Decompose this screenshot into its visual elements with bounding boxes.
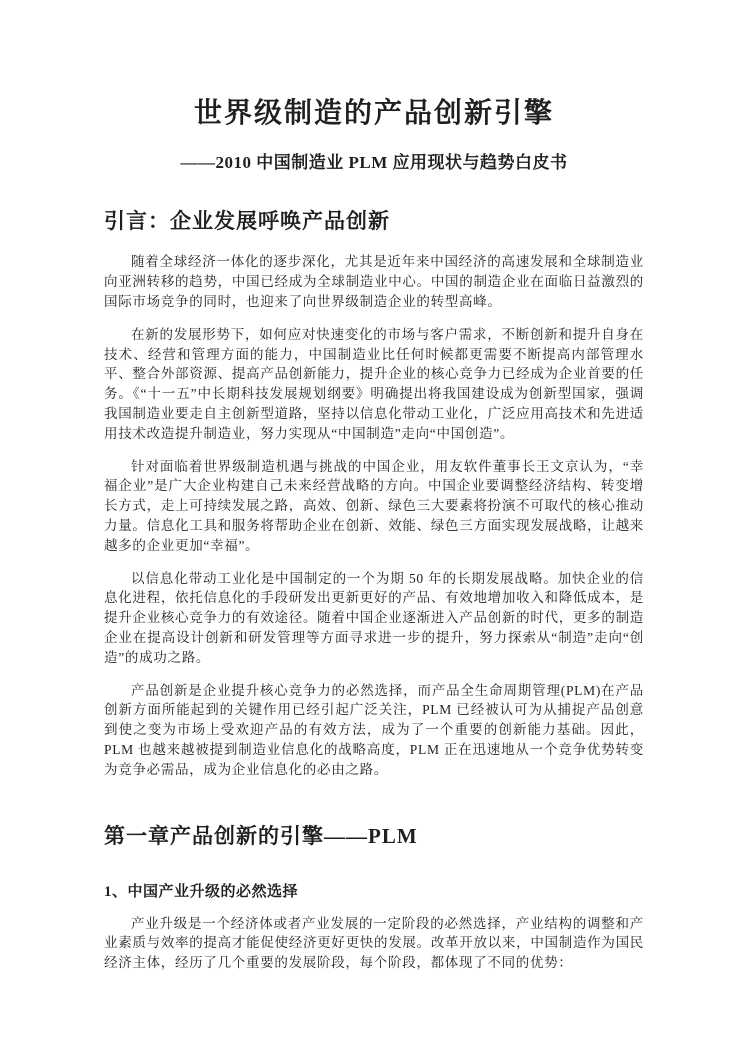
section1-1-paragraph-1: 产业升级是一个经济体或者产业发展的一定阶段的必然选择，产业结构的调整和产业素质与效率的提高才能促使经济更好更快的发展。改革开放以来，中国制造作为国民经济主体，经历了几个重要的发展阶段，每个阶段，都体现了不同的优势： <box>104 915 644 971</box>
intro-paragraph-3: 针对面临着世界级制造机遇与挑战的中国企业，用友软件董事长王文京认为，“幸福企业”是广大企业构建自己未来经营战略的方向。中国企业要调整经济结构、转变增长方式，走上可持续发展之路，高效、创新、绿色三大要素将扮演不可取代的核心推动力量。信息化工具和服务将帮助企业在创新、效能、绿色三方面实现发展战略，让越来越多的企业更加“幸福”。 <box>104 458 644 553</box>
intro-paragraph-5: 产品创新是企业提升核心竞争力的必然选择，而产品全生命周期管理(PLM)在产品创新方面所能起到的关键作用已经引起广泛关注，PLM 已经被认可为从捕捉产品创意到使之变为市场上受欢迎产品的有效方法，成为了一个重要的创新能力基础。因此，PLM 也越来越被提到制造业信息化的战略高度，PLM 正在迅速地从一个竞争优势转变为竞争必需品，成为企业信息化的必由之路。 <box>104 682 644 777</box>
doc-title: 世界级制造的产品创新引擎 <box>193 98 554 129</box>
section1-1-heading: 1、中国产业升级的必然选择 <box>104 883 299 900</box>
doc-subtitle: ——2010 中国制造业 PLM 应用现状与趋势白皮书 <box>180 153 568 173</box>
intro-heading: 引言：企业发展呼唤产品创新 <box>104 209 390 234</box>
intro-paragraph-2: 在新的发展形势下，如何应对快速变化的市场与客户需求，不断创新和提升自身在技术、经营和管理方面的能力，中国制造业比任何时候都更需要不断提高内部管理水平、整合外部资源、提高产品创新能力，提升企业的核心竞争力已经成为企业首要的任务。《“十一五”中长期科技发展规划纲要》明确提出将我国建设成为创新型国家，强调我国制造业要走自主创新型道路，坚持以信息化带动工业化，广泛应用高技术和先进适用技术改造提升制造业，努力实现从“中国制造”走向“中国创造”。 <box>104 326 644 441</box>
intro-paragraph-1: 随着全球经济一体化的逐步深化，尤其是近年来中国经济的高速发展和全球制造业向亚洲转移的趋势，中国已经成为全球制造业中心。中国的制造企业在面临日益激烈的国际市场竞争的同时，也迎来了向世界级制造企业的转型高峰。 <box>104 254 644 309</box>
intro-paragraph-4: 以信息化带动工业化是中国制定的一个为期 50 年的长期发展战略。加快企业的信息化进程，依托信息化的手段研发出更新更好的产品、有效地增加收入和降低成本，是提升企业核心竞争力的有效途径。随着中国企业逐渐进入产品创新的时代，更多的制造企业在提高设计创新和研发管理等方面寻求进一步的提升，努力探索从“制造”走向“创造”的成功之路。 <box>104 570 644 665</box>
chapter1-heading: 第一章产品创新的引擎——PLM <box>104 823 418 848</box>
